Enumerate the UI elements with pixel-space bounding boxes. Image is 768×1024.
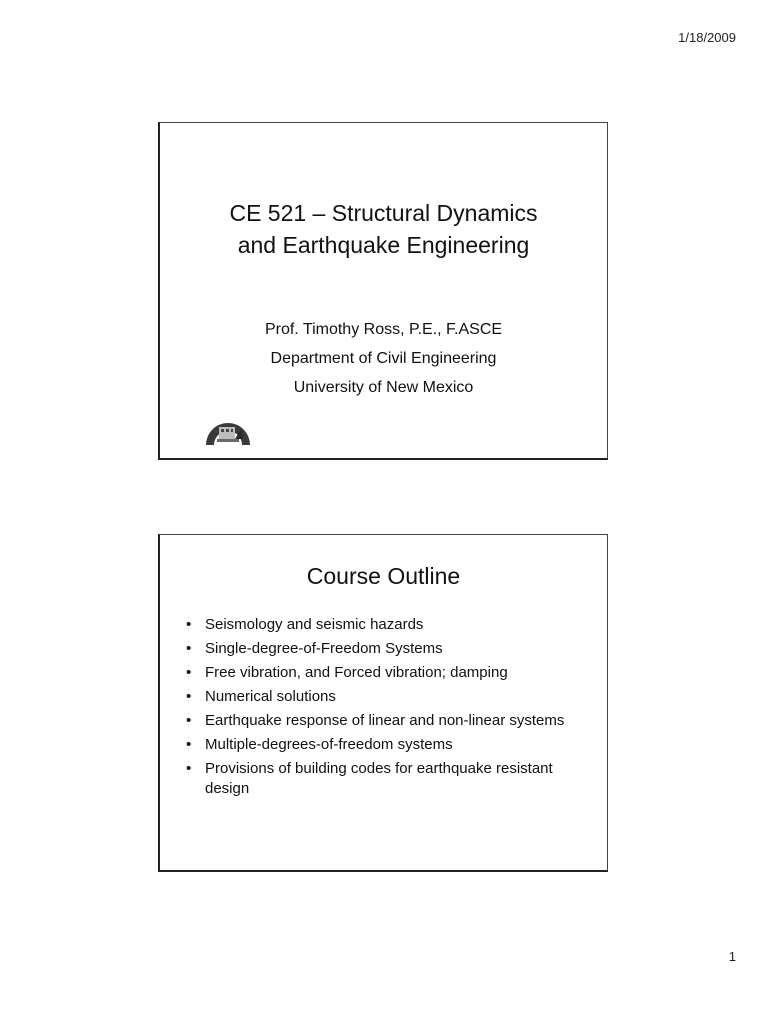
bullet-icon: • xyxy=(186,688,192,705)
list-item: • Earthquake response of linear and non-linear systems xyxy=(186,712,565,729)
bullet-icon: • xyxy=(186,616,192,633)
bullet-icon: • xyxy=(186,760,192,777)
author-block xyxy=(160,315,607,402)
list-item: • Single-degree-of-Freedom Systems xyxy=(186,640,443,657)
list-item: • Free vibration, and Forced vibration; damping xyxy=(186,664,508,681)
title-slide xyxy=(158,122,608,460)
outline-list xyxy=(186,615,587,803)
title-line-2: and Earthquake Engineering xyxy=(237,232,530,258)
bullet-icon: • xyxy=(186,736,192,753)
bullet-icon: • xyxy=(186,664,192,681)
list-item: • Numerical solutions xyxy=(186,688,336,705)
university-name: University of New Mexico xyxy=(293,379,474,396)
list-item: • Seismology and seismic hazards xyxy=(186,616,424,633)
bullet-icon: • xyxy=(186,640,192,657)
outline-title: Course Outline xyxy=(306,563,461,589)
page-number: 1 xyxy=(728,949,736,964)
page-date: 1/18/2009 xyxy=(678,30,736,45)
title-line-1: CE 521 – Structural Dynamics xyxy=(229,200,538,226)
list-item: • Multiple-degrees-of-freedom systems xyxy=(186,736,453,753)
department-name: Department of Civil Engineering xyxy=(270,350,497,367)
outline-slide xyxy=(158,534,608,872)
university-seal-icon xyxy=(204,411,252,447)
list-item: • Provisions of building codes for earthquake resistant design xyxy=(186,760,553,797)
bullet-icon: • xyxy=(186,712,192,729)
slide-title xyxy=(160,197,607,261)
author-name: Prof. Timothy Ross, P.E., F.ASCE xyxy=(264,321,503,338)
